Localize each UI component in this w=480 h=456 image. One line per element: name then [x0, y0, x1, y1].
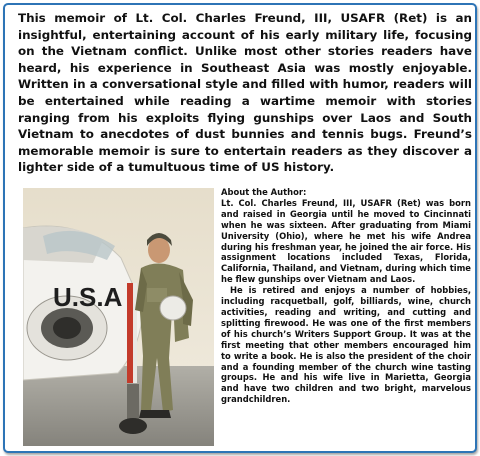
about-the-author: [221, 187, 471, 405]
author-photo-illustration: [23, 188, 214, 446]
author-photo: [23, 188, 214, 446]
author-heading: About the Author:: [221, 187, 307, 197]
author-paragraph-1: Lt. Col. Charles Freund, III, USAFR (Ret) was born and raised in Georgia until he moved to Cincinnati when he was sixteen. After graduating from Miami University (Ohio), where he met his wife Andrea during his freshman year, he joined the air force. His assignment locations included Texas, Florida, California, Thailand, and Vietnam, during which time he flew gunships over Vietnam and Laos.: [221, 197, 471, 285]
author-paragraph-2: He is retired and enjoys a number of hobbies, including racquetball, golf, billiards, wine, church activities, reading and writing, and cutting and splitting firewood. He was one of the first members of his church’s Writers Support Group. It was at the first meeting that other members encouraged him to write a book. He is also the president of the choir and a founding member of the church wine tasting groups. He and his wife live in Marietta, Georgia and have two children and two bright, marvelous grandchildren.: [221, 285, 471, 405]
book-blurb: This memoir of Lt. Col. Charles Freund, III, USAFR (Ret) is an insightful, entertaining account of his early military life, focusing on the Vietnam conflict. Unlike most other stories readers have heard, his experience in Southeast Asia was mostly enjoyable. Written in a conversational style and filled with humor, readers will be entertained while reading a wartime memoir with stories ranging from his exploits flying gunships over Laos and South Vietnam to anecdotes of dust bunnies and tennis bugs. Freund’s memorable memoir is sure to entertain readers as they discover a lighter side of a tumultuous time of US history.: [18, 11, 472, 175]
content-frame: [3, 3, 477, 453]
aircraft-marking: U.S.A: [53, 282, 123, 312]
